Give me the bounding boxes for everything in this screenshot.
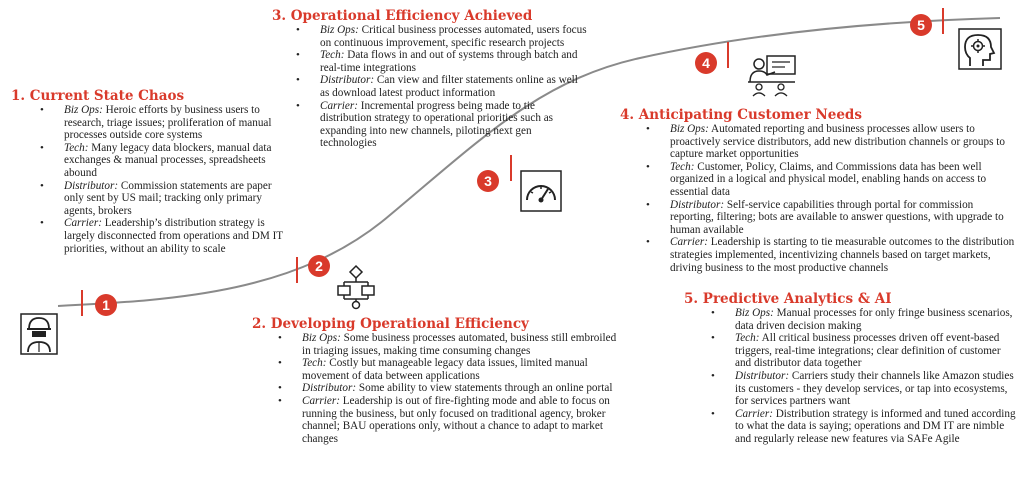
stage-3-marker: 3 bbox=[477, 170, 499, 192]
stage-5-item-carrier: • Carrier: Distribution strategy is informed and tuned according to what the data is saying; operations and DM IT are nimble and regularly release new features via SAFe Agile bbox=[705, 408, 1017, 446]
stage-4-list bbox=[640, 123, 1018, 274]
stage-3-tick bbox=[510, 155, 512, 181]
gauge-icon bbox=[520, 170, 562, 212]
stage-1-item-carrier: • Carrier: Leadership’s distribution strategy is largely disconnected from operations and DM IT priorities, without an ability to scale bbox=[34, 217, 284, 255]
stage-5-marker: 5 bbox=[910, 14, 932, 36]
stage-4-item-carrier: • Carrier: Leadership is starting to tie measurable outcomes to the distribution strategies implemented, incentivizing channels based on target markets, driving business to the most productive channels bbox=[640, 236, 1018, 274]
stage-2-item-tech: • Tech: Costly but manageable legacy data issues, limited manual movement of data between applications bbox=[272, 357, 622, 382]
stage-1-item-distributor: • Distributor: Commission statements are paper only sent by US mail; tracking only primary agents, brokers bbox=[34, 180, 284, 218]
stage-4-title: 4. Anticipating Customer Needs bbox=[620, 107, 862, 123]
stage-1-item-biz-ops: • Biz Ops: Heroic efforts by business users to research, triage issues; proliferation of manual processes outside core systems bbox=[34, 104, 284, 142]
stage-4-item-distributor: • Distributor: Self-service capabilities through portal for commission reporting, filtering; bots are available to answer questions, with upgrade to human available bbox=[640, 199, 1018, 237]
stage-4-item-biz-ops: • Biz Ops: Automated reporting and business processes allow users to proactively service distributors, add new distribution channels or groups to capture market opportunities bbox=[640, 123, 1018, 161]
stage-2-title: 2. Developing Operational Efficiency bbox=[252, 316, 529, 332]
stage-4-marker: 4 bbox=[695, 52, 717, 74]
stage-1-item-tech: • Tech: Many legacy data blockers, manual data exchanges & manual processes, spreadsheets abound bbox=[34, 142, 284, 180]
stage-3-list bbox=[290, 24, 588, 150]
stage-2-item-biz-ops: • Biz Ops: Some business processes automated, business still embroiled in triaging issues, making time consuming changes bbox=[272, 332, 622, 357]
stage-4-tick bbox=[727, 42, 729, 68]
stage-1-tick bbox=[81, 290, 83, 316]
stage-5-tick bbox=[942, 8, 944, 34]
stage-2-item-carrier: • Carrier: Leadership is out of fire-fighting mode and able to focus on running the business, but only focused on traditional agency, broker channel; BAU operations only, without a chance to adapt to market changes bbox=[272, 395, 622, 445]
stage-5-item-tech: • Tech: All critical business processes driven off event-based triggers, real-time integrations; clear definition of customer and distributor data together bbox=[705, 332, 1017, 370]
stage-3-item-tech: • Tech: Data flows in and out of systems through batch and real-time integrations bbox=[290, 49, 588, 74]
presenter-audience-icon bbox=[745, 54, 797, 98]
stage-2-list bbox=[272, 332, 622, 445]
worker-icon bbox=[20, 313, 58, 355]
stage-3-item-biz-ops: • Biz Ops: Critical business processes automated, users focus on continuous improvement, specific research projects bbox=[290, 24, 588, 49]
stage-5-item-distributor: • Distributor: Carriers study their channels like Amazon studies its customers - they develop services, or tap into ecosystems, for services partners want bbox=[705, 370, 1017, 408]
stage-5-title: 5. Predictive Analytics & AI bbox=[684, 291, 892, 307]
stage-4-item-tech: • Tech: Customer, Policy, Claims, and Commissions data has been well organized in a logical and physical model, enabling hands on access to essential data bbox=[640, 161, 1018, 199]
stage-2-marker: 2 bbox=[308, 255, 330, 277]
stage-1-title: 1. Current State Chaos bbox=[11, 88, 185, 104]
stage-1-marker: 1 bbox=[95, 294, 117, 316]
stage-2-item-distributor: • Distributor: Some ability to view statements through an online portal bbox=[272, 382, 622, 395]
stage-3-item-distributor: • Distributor: Can view and filter statements online as well as download latest product information bbox=[290, 74, 588, 99]
stage-3-item-carrier: • Carrier: Incremental progress being made to tie distribution strategy to operational priorities such as expanding into new channels, piloting next gen technologies bbox=[290, 100, 588, 150]
ai-head-icon bbox=[958, 28, 1002, 70]
process-flow-icon bbox=[336, 264, 376, 310]
stage-5-list bbox=[705, 307, 1017, 446]
stage-1-list bbox=[34, 104, 284, 255]
stage-5-item-biz-ops: • Biz Ops: Manual processes for only fringe business scenarios, data driven decision making bbox=[705, 307, 1017, 332]
stage-3-title: 3. Operational Efficiency Achieved bbox=[272, 8, 533, 24]
stage-2-tick bbox=[296, 257, 298, 283]
